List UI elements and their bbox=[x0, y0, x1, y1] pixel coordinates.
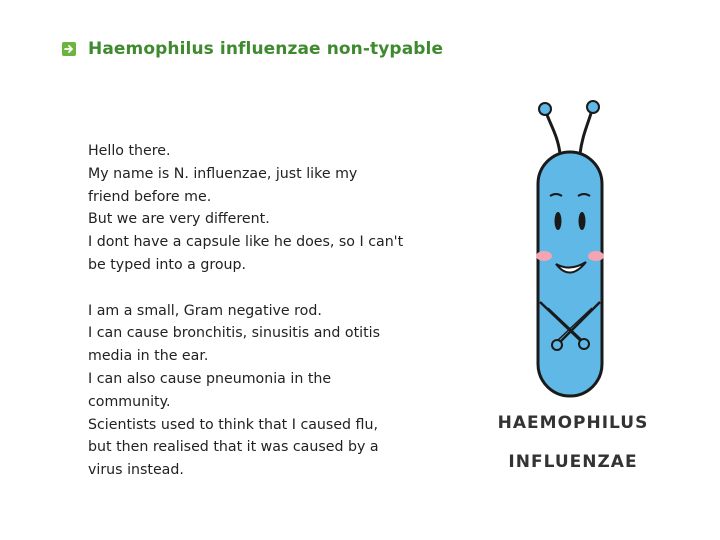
text-line: My name is N. influenzae, just like my bbox=[88, 165, 358, 182]
text-line: be typed into a group. bbox=[88, 256, 247, 273]
right-eye bbox=[579, 212, 586, 230]
rod-body bbox=[538, 152, 602, 396]
slide-title-row bbox=[62, 36, 443, 62]
illustration-caption-line-2: INFLUENZAE bbox=[508, 452, 638, 472]
slide-title: Haemophilus influenzae non-typable bbox=[88, 39, 444, 59]
right-hand bbox=[552, 340, 562, 350]
body-text bbox=[88, 140, 468, 482]
text-line: But we are very different. bbox=[88, 211, 270, 228]
paragraph-2 bbox=[88, 300, 468, 482]
right-antenna-tip bbox=[587, 101, 599, 113]
right-antenna bbox=[580, 110, 592, 154]
left-hand bbox=[579, 339, 589, 349]
text-line: I can also cause pneumonia in the bbox=[88, 370, 332, 387]
right-cheek bbox=[588, 251, 604, 261]
green-arrow-icon bbox=[62, 42, 76, 56]
left-eye bbox=[555, 212, 562, 230]
text-line: virus instead. bbox=[88, 462, 184, 479]
text-line: I can cause bronchitis, sinusitis and otitis bbox=[88, 325, 380, 342]
illustration-caption-line-1: HAEMOPHILUS bbox=[497, 413, 649, 433]
text-line: friend before me. bbox=[88, 188, 212, 205]
text-line: but then realised that it was caused by a bbox=[88, 439, 379, 456]
text-line: media in the ear. bbox=[88, 348, 209, 365]
text-line: Scientists used to think that I caused flu, bbox=[88, 416, 378, 433]
left-cheek bbox=[536, 251, 552, 261]
left-antenna-tip bbox=[539, 103, 551, 115]
text-line: community. bbox=[88, 393, 171, 410]
text-line: I am a small, Gram negative rod. bbox=[88, 302, 322, 319]
text-line: I dont have a capsule like he does, so I can't bbox=[88, 234, 404, 251]
bacterium-mascot-illustration bbox=[520, 96, 620, 406]
text-line: Hello there. bbox=[88, 143, 171, 159]
paragraph-1 bbox=[88, 140, 468, 277]
left-antenna bbox=[546, 112, 560, 154]
